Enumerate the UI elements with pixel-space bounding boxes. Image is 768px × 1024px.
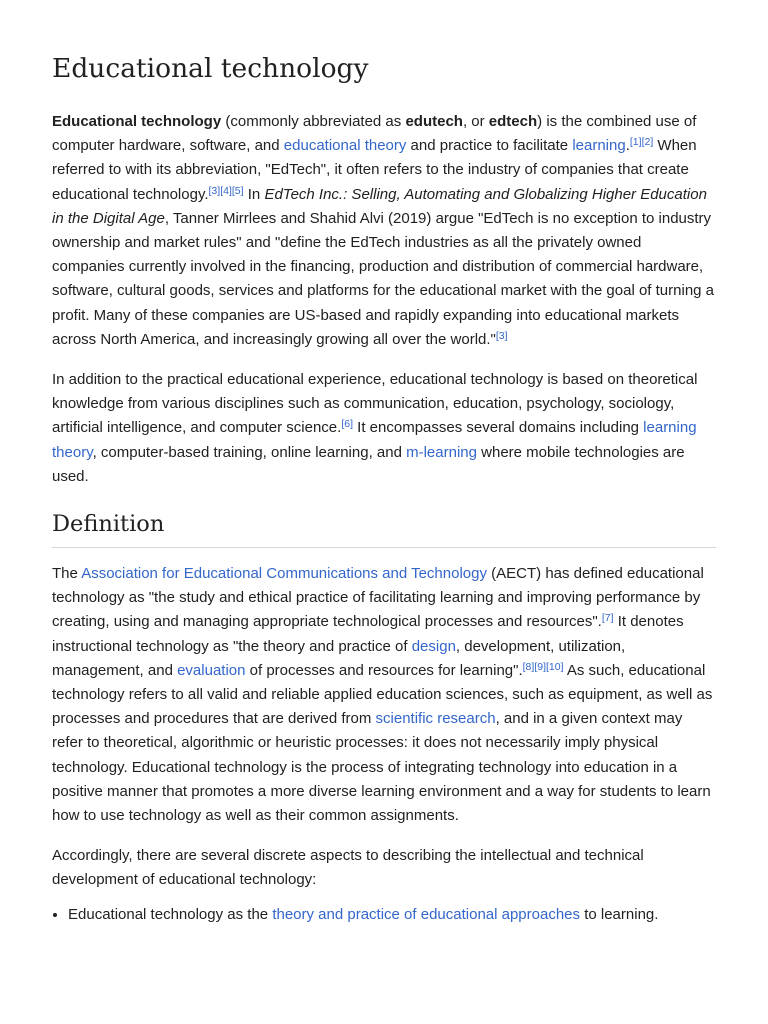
section-heading-definition: Definition xyxy=(52,509,716,548)
definition-paragraph xyxy=(52,562,716,828)
text: and practice to facilitate xyxy=(406,137,573,155)
link-evaluation[interactable]: evaluation xyxy=(177,661,246,679)
intro-paragraph: Educational technology (commonly abbreviated as edutech, or edtech) is the combined use of computer hardware, software, and educational theory and practice to facilitate learning.[1][2] When referred to with its abbreviation, "EdTech", it often refers to the industry of companies that create educational technology.[3][4][5] In EdTech Inc.: Selling, Automating and Globalizing Higher Education in the Digital Age, Tanner Mirrlees and Shahid Alvi (2019) argue "EdTech is no exception to industry ownership and market rules" and "define the EdTech industries as all the privately owned companies currently involved in the financing, production and distribution of commercial hardware, software, cultural goods, services and platforms for the educational market with the goal of turning a profit. Many of these companies are US-based and rapidly expanding into educational markets across North America, and increasingly growing all over the world."[3] xyxy=(52,113,715,348)
citation-5[interactable]: [5] xyxy=(231,184,244,197)
link-scientific-research[interactable]: scientific research xyxy=(375,710,496,728)
citation-1[interactable]: [1] xyxy=(629,136,642,149)
text: As such, educational technology refers to all valid and reliable applied education sciences, such as equipment, as well as processes and procedures that are derived from xyxy=(52,661,713,728)
text: , development, utilization, management, and xyxy=(52,637,626,679)
text: In xyxy=(243,185,265,203)
text: (commonly abbreviated as xyxy=(221,113,406,130)
page-title: Educational technology xyxy=(52,53,369,84)
citation-9[interactable]: [9] xyxy=(534,660,546,673)
citation-6[interactable]: [6] xyxy=(341,418,354,431)
second-paragraph xyxy=(52,368,716,489)
text: Educational technology as the xyxy=(68,905,273,923)
text: where mobile technologies are used. xyxy=(52,443,685,485)
text: to learning. xyxy=(580,905,659,923)
citation-8[interactable]: [8] xyxy=(522,660,535,673)
text: (AECT) has defined educational technology as "the study and ethical practice of facilitating learning and improving performance by creating, using and managing appropriate technological processes and resources". xyxy=(52,565,704,631)
list-item xyxy=(68,903,716,927)
text: It denotes instructional technology as "the theory and practice of xyxy=(52,613,684,655)
citation-7[interactable]: [7] xyxy=(601,612,614,625)
bold-term: Educational technology xyxy=(52,113,222,130)
bold-abbr-edutech: edutech xyxy=(405,113,463,130)
link-aect[interactable]: Association for Educational Communications and Technology xyxy=(81,565,487,583)
citation-2[interactable]: [2] xyxy=(641,136,654,149)
text: , computer-based training, online learning, and xyxy=(92,443,407,461)
text: , Tanner Mirrlees and Shahid Alvi (2019) argue "EdTech is no exception to industry ownership and market rules" and "define the EdTech industries as all the privately owned companies currently involved in the financing, production and distribution of commercial hardware, software, cultural goods, services and platforms for the educational market with the goal of turning a profit. Many of these companies are US-based and rapidly expanding into educational markets across North America, and increasingly growing all over the world." xyxy=(52,209,715,348)
text: It encompasses several domains including xyxy=(353,419,644,437)
citation-10[interactable]: [10] xyxy=(546,660,564,673)
link-learning-theory[interactable]: learning theory xyxy=(52,419,697,461)
link-m-learning[interactable]: m-learning xyxy=(406,443,477,461)
text: The xyxy=(52,565,82,583)
text: , and in a given context may refer to theoretical, algorithmic or heuristic processes: it does not necessarily imply physical technology. Educational technology is the process of integrating technology into education in a positive manner that promotes a more diverse learning environment and a way for students to learn how to use technology as well as their common assignments. xyxy=(52,710,711,825)
text: When referred to with its abbreviation, "EdTech", it often refers to the industry of companies that create educational technology. xyxy=(52,137,697,203)
text: ) is the combined use of computer hardware, software, and xyxy=(52,113,697,155)
text: In addition to the practical educational experience, educational technology is based on theoretical knowledge from various disciplines such as communication, education, psychology, sociology, artificial intelligence, and computer science. xyxy=(52,371,698,437)
link-learning[interactable]: learning xyxy=(572,137,626,155)
link-educational-theory[interactable]: educational theory xyxy=(283,137,407,155)
aspects-list xyxy=(52,903,716,927)
link-theory-practice[interactable]: theory and practice of educational approaches xyxy=(272,905,581,923)
citation-4[interactable]: [4] xyxy=(220,184,232,197)
text: , or xyxy=(462,113,489,130)
aspects-paragraph: Accordingly, there are several discrete aspects to describing the intellectual and technical development of educational technology: xyxy=(52,847,644,889)
book-title: EdTech Inc.: Selling, Automating and Globalizing Higher Education in the Digital Age xyxy=(52,185,707,227)
text: of processes and resources for learning". xyxy=(245,661,523,679)
link-design[interactable]: design xyxy=(411,637,456,655)
definition-section xyxy=(52,509,716,927)
citation-3b[interactable]: [3] xyxy=(495,329,508,342)
bold-abbr-edtech: edtech xyxy=(488,113,538,130)
citation-3[interactable]: [3] xyxy=(208,184,221,197)
